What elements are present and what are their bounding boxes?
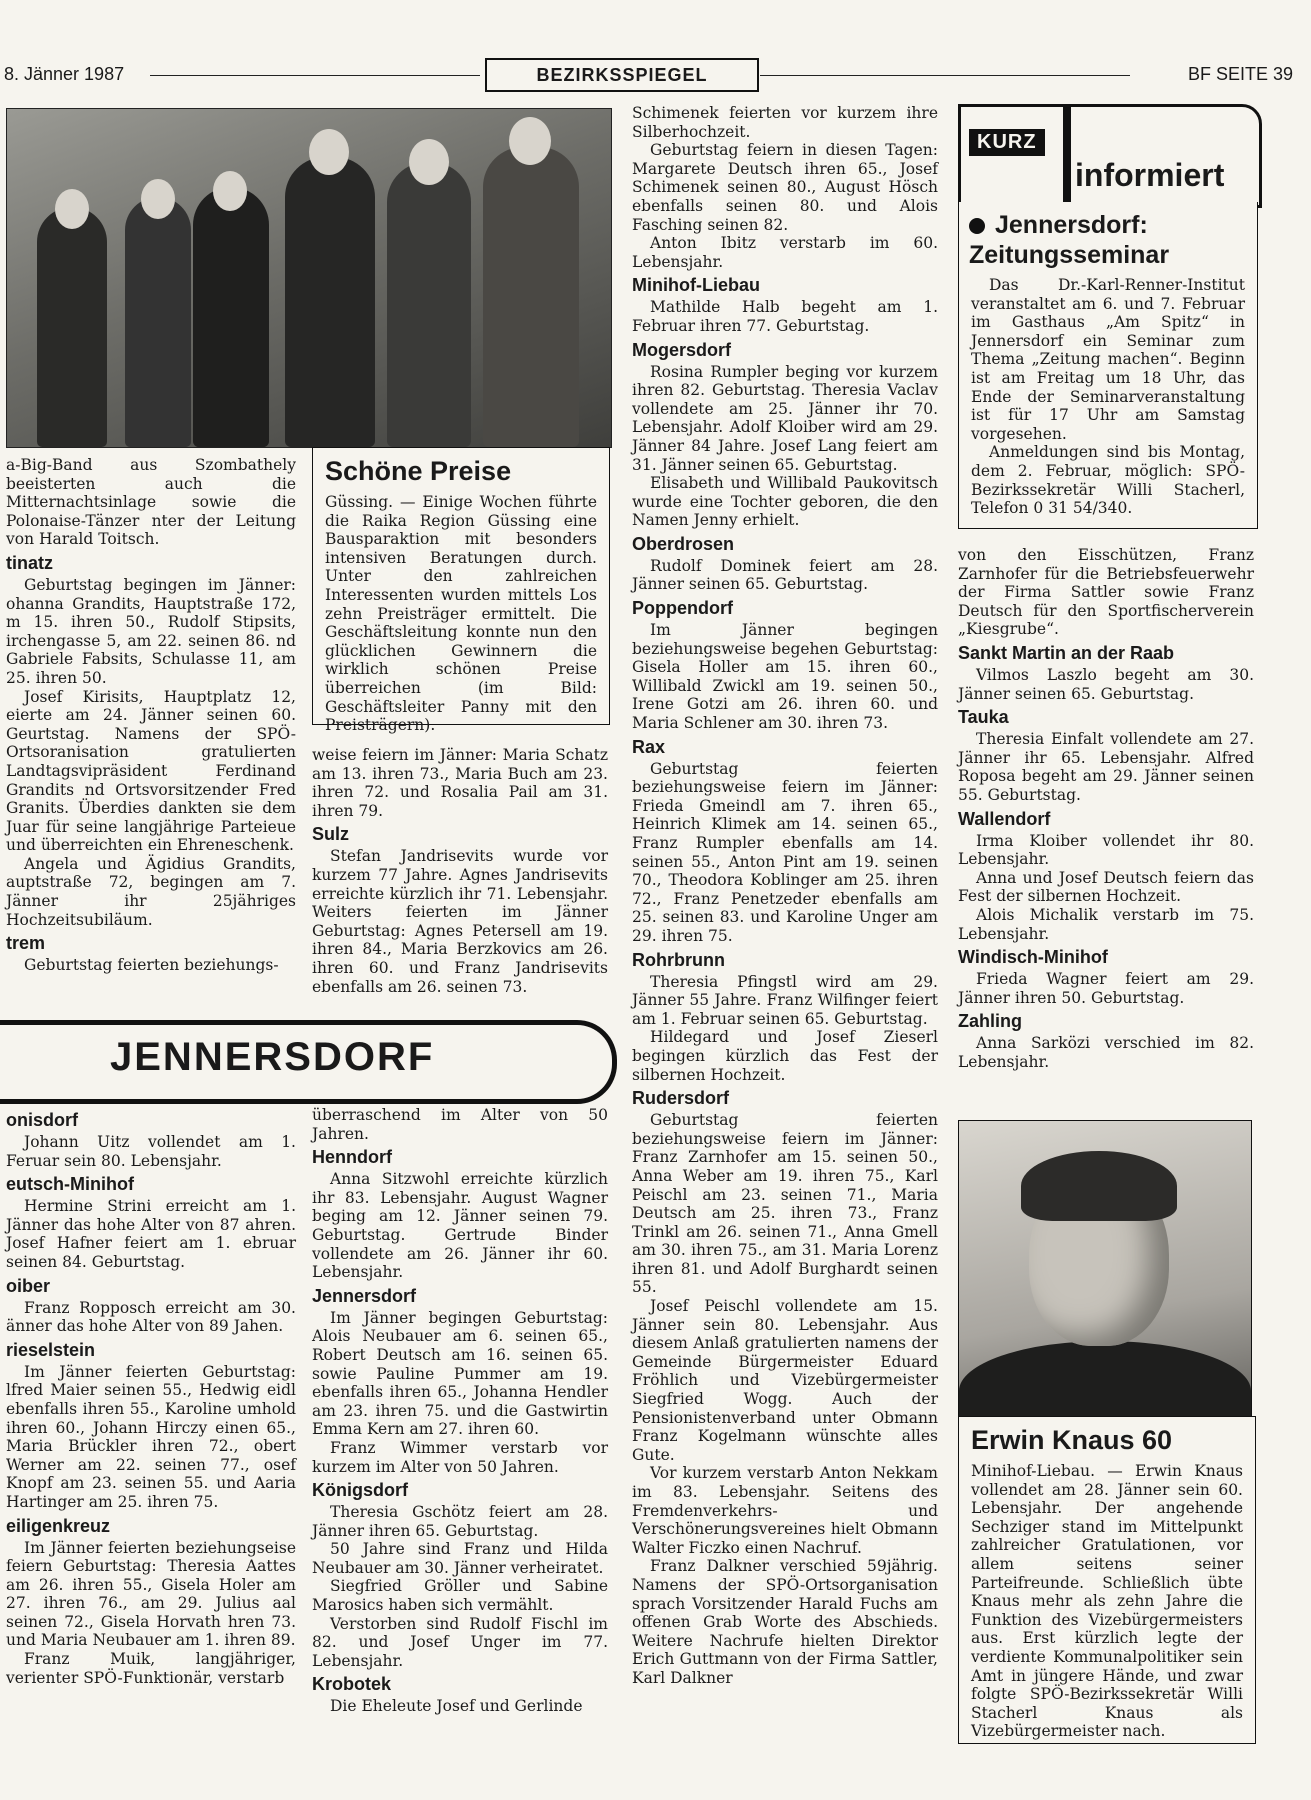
portrait-hair: [1021, 1151, 1177, 1221]
issue-date: 8. Jänner 1987: [4, 64, 125, 84]
paragraph: Geburtstag begingen im Jänner: ohanna Grandits, Hauptstraße 172, m 15. ihren 50., Rudolf Stipsits, irchengasse 5, am 22. seinen 86. nd Gabriele Fabsits, Schulasse 11, am 25. ihren 50.: [6, 575, 296, 687]
informiert-label: informiert: [1075, 157, 1225, 193]
paragraph: Anna und Josef Deutsch feiern das Fest der silbernen Hochzeit.: [958, 868, 1254, 906]
place-heading: Rudersdorf: [632, 1088, 730, 1109]
paragraph: Geburtstag feierten beziehungsweise feiern im Jänner: Frieda Gmeindl am 7. ihren 65., Heinrich Klimek am 14. seinen 65., Franz Rumpler ebenfalls am 14. seinen 55., Anton Pint am 19. seinen 70., Theodora Koblinger am 25. ihren 72., Franz Penetzeder ebenfalls am 25. seinen 83. und Karoline Unger am 29. ihren 75.: [632, 759, 938, 945]
place-heading: Oberdrosen: [632, 533, 735, 554]
paragraph: Rosina Rumpler beging vor kurzem ihren 82. Geburtstag. Theresia Vaclav vollendete am 25. Jänner ihr 70. Lebensjahr. Adolf Kloiber wird am 29. Jänner 84 Jahre. Josef Lang feiert am 31. Jänner seinen 65. Geburtstag.: [632, 362, 938, 474]
paragraph: Im Jänner begingen beziehungsweise begehen Geburtstag: Gisela Holler am 15. ihren 60., Willibald Zwickl am 19. seinen 50., Irene Gotzi am 26. ihren 60. und Maria Schlener am 30. ihren 73.: [632, 621, 938, 733]
paragraph: Franz Muik, langjähriger, verienter SPÖ-Funktionär, verstarb: [6, 1650, 296, 1687]
paragraph: Geburtstag feierten beziehungsweise feiern im Jänner: Franz Zarnhofer am 15. seinen 50., Anna Weber am 19. ihren 75., Karl Peischl am 23. seinen 71., Maria Deutsch am 25. ihren 73., Franz Trinkl am 26. seinen 71., Anna Gmell am 30. ihren 75., am 31. Maria Lorenz ihren 81. und Adolf Burghardt seinen 55.: [632, 1111, 938, 1297]
paragraph: Hildegard und Josef Zieserl begingen kürzlich das Fest der silbernen Hochzeit.: [632, 1028, 938, 1084]
bullet-icon: [969, 218, 985, 234]
paragraph: Elisabeth und Willibald Paukovitsch wurde eine Tochter geboren, die den Namen Jenny erhielt.: [632, 474, 938, 530]
article-text: Güssing. — Einige Wochen führte die Raika Region Güssing eine Bausparaktion mit besonders intensiven Beratungen durch. Unter den zahlreichen Interessenten wurden mittels Los zehn Preisträger ermittelt. Die Geschäftsleitung konnte nun den glücklichen Gewinnern die wirklich schönen Preise überreichen (im Bild: Geschäftsleiter Panny mit den Preisträgern).: [325, 493, 597, 735]
column-2-bottom: [312, 1106, 608, 1716]
header-rule-left: [150, 75, 480, 76]
paragraph: weise feiern im Jänner: Maria Schatz am 13. ihren 73., Maria Buch am 23. ihren 72. und Rosalia Pail am 31. ihren 79.: [312, 746, 608, 820]
article-title: Schöne Preise: [325, 456, 512, 486]
place-heading: Tauka: [958, 707, 1009, 728]
paragraph: Anton Ibitz verstarb im 60. Lebensjahr.: [632, 234, 938, 271]
paragraph: Im Jänner feierten Geburtstag: lfred Maier seinen 55., Hedwig eidl ebenfalls ihren 55., Karoline umhold ihren 60., Johann Hirczy einen 65., Maria Brückler ihren 72., obert Werner am 22. seinen 77., osef Knopf am 23. seinen 55. und Aaria Hartinger am 25. ihren 75.: [6, 1362, 296, 1511]
place-heading: Poppendorf: [632, 598, 733, 619]
page-number: BF SEITE 39: [1187, 64, 1293, 84]
article-title: Erwin Knaus 60: [971, 1425, 1173, 1455]
paragraph: Vilmos Laszlo begeht am 30. Jänner seinen 65. Geburtstag.: [958, 665, 1254, 703]
paragraph: Siegfried Gröller und Sabine Marosics haben sich vermählt.: [312, 1577, 608, 1615]
paragraph: Johann Uitz vollendet am 1. Feruar sein 80. Lebensjahr.: [6, 1133, 296, 1170]
paragraph: Theresia Einfalt vollendete am 27. Jänner ihr 65. Lebensjahr. Alfred Roposa begeht am 29. Jänner seinen 55. Geburtstag.: [958, 730, 1254, 804]
place-heading: eiligenkreuz: [6, 1515, 111, 1536]
paragraph: Rudolf Dominek feiert am 28. Jänner seinen 65. Geburtstag.: [632, 556, 938, 594]
jennersdorf-banner: [0, 1020, 617, 1104]
place-heading: Sankt Martin an der Raab: [958, 642, 1175, 663]
erwin-knaus-portrait: [958, 1120, 1252, 1434]
paragraph: Theresia Pfingstl wird am 29. Jänner 55 Jahre. Franz Wilfinger feiert am 1. Februar seinen 65. Geburtstag.: [632, 972, 938, 1028]
place-heading: Sulz: [312, 824, 350, 845]
paragraph: Vor kurzem verstarb Anton Nekkam im 83. Lebensjahr. Seitens des Fremdenverkehrs- und Verschönerungsvereines hielt Obmann Walter Ficzko einen Nachruf.: [632, 1464, 938, 1557]
paragraph: Frieda Wagner feiert am 29. Jänner ihren 50. Geburtstag.: [958, 970, 1254, 1007]
header-rule-right: [760, 75, 1130, 76]
paragraph: Im Jänner begingen Geburtstag: Alois Neubauer am 6. seinen 65., Robert Deutsch am 16. seinen 65. sowie Pauline Pummer am 19. ebenfalls ihren 65., Johanna Hendler am 23. ihren 75. und die Gastwirtin Emma Kern am 27. ihren 60.: [312, 1308, 608, 1439]
paragraph: Angela und Ägidius Grandits, auptstraße 72, begingen am 7. Jänner ihr 25jähriges Hochzeitsubiläum.: [6, 854, 296, 929]
place-heading: oiber: [6, 1275, 51, 1296]
article-text: Minihof-Liebau. — Erwin Knaus vollendet am 28. Jänner sein 60. Lebensjahr. Der angehende Sechziger stand im Mittelpunkt zahlreicher Gratulationen, vor allem seitens seiner Parteifreunde. Schließlich übte Knaus mehr als zehn Jahre die Funktion des Vizebürgermeisters aus. Erst kürzlich legte der verdiente Kommunalpolitiker sein Amt in jüngere Hände, und zwar folgte SPÖ-Bezirkssekretär Willi Stacherl Knaus als Vizebürgermeister nach.: [971, 1462, 1243, 1741]
column-3: [632, 104, 938, 1688]
paragraph: Stefan Jandrisevits wurde vor kurzem 77 Jahre. Agnes Jandrisevits erreichte kürzlich ihr 71. Lebensjahr. Weiters feierten im Jänner Geburtstag: Agnes Petersell am 19. ihren 84., Maria Berzkovics am 26. ihren 60. und Franz Jandrisevits ebenfalls am 26. seinen 73.: [312, 847, 608, 996]
place-heading: Krobotek: [312, 1674, 392, 1695]
banner-title: JENNERSDORF: [110, 1035, 435, 1079]
paragraph: Anna Sarközi verschied im 82. Lebensjahr.: [958, 1034, 1254, 1071]
paragraph: Verstorben sind Rudolf Fischl im 82. und Josef Unger im 77. Lebensjahr.: [312, 1614, 608, 1670]
paragraph: überraschend im Alter von 50 Jahren.: [312, 1106, 608, 1143]
paragraph: Irma Kloiber vollendet ihr 80. Lebensjahr.: [958, 831, 1254, 869]
schoene-preise-box: [312, 447, 610, 735]
place-heading: Windisch-Minihof: [958, 947, 1108, 968]
section-title: BEZIRKSSPIEGEL: [485, 58, 759, 92]
paragraph: Hermine Strini erreicht am 1. Jänner das hohe Alter von 87 ahren. Josef Hafner feiert am 1. ebruar seinen 84. Geburtstag.: [6, 1197, 296, 1271]
paragraph: Die Eheleute Josef und Gerlinde: [330, 1697, 583, 1716]
place-heading: Königsdorf: [312, 1480, 408, 1501]
kurz-informiert-logo: [958, 104, 1262, 208]
erwin-knaus-box: [958, 1416, 1256, 1744]
place-heading: eutsch-Minihof: [6, 1174, 134, 1195]
logo-bar: [1063, 104, 1071, 202]
column-1-top: [6, 456, 296, 975]
place-heading: Rax: [632, 736, 666, 757]
seminar-title-line1: Jennersdorf:: [995, 211, 1148, 239]
paragraph: Josef Peischl vollendete am 15. Jänner sein 80. Lebensjahr. Aus diesem Anlaß gratulierten namens der Gemeinde Bürgermeister Eduard Fröhlich und Vizebürgermeister Siegfried Wogg. Auch der Pensionistenverband unter Obmann Franz Kogelmann wünschte alles Gute.: [632, 1297, 938, 1464]
award-photo: [6, 108, 612, 448]
column-2-top: [312, 746, 608, 996]
page-header: [0, 58, 1311, 98]
paragraph: Schimenek feierten vor kurzem ihre Silberhochzeit.: [632, 104, 938, 141]
paragraph: von den Eisschützen, Franz Zarnhofer für die Betriebsfeuerwehr der Firma Sattler sowie Franz Deutsch für den Sportfischerverein „Kiesgrube“.: [958, 546, 1254, 639]
paragraph: Josef Kirisits, Hauptplatz 12, eierte am 24. Jänner seinen 60. Geurtstag. Namens der SPÖ-Ortsoranisation gratulierten Landtagsvipräsident Ferdinand Grandits nd Ortsvorsitzender Fred Granits. Überdies dankten sie dem Juar für seine langjährige Parteieue und überreichten ein Ehreneschenk.: [6, 687, 296, 855]
column-1-bottom: [6, 1106, 296, 1687]
seminar-text: Das Dr.-Karl-Renner-Institut veranstaltet am 6. und 7. Februar im Gasthaus „Am Spitz“ in Jennersdorf ein Seminar zum Thema „Zeitung machen“. Beginn ist am Freitag um 18 Uhr, das Ende der Seminarveranstaltung ist für 17 Uhr am Samstag vorgesehen.: [971, 276, 1245, 443]
place-heading: Jennersdorf: [312, 1285, 417, 1306]
paragraph: Franz Ropposch erreicht am 30. änner das hohe Alter von 89 Jahen.: [6, 1298, 296, 1336]
place-heading: onisdorf: [6, 1110, 78, 1130]
place-heading: Zahling: [958, 1011, 1022, 1032]
paragraph: Franz Dalkner verschied 59jährig. Namens der SPÖ-Ortsorganisation sprach Vorsitzender Harald Fuchs am offenen Grab Worte des Abschieds. Weitere Nachrufe hielten Direktor Erich Guttmann von der Firma Sattler, Karl Dalkner: [632, 1557, 938, 1687]
place-heading: tinatz: [6, 552, 53, 573]
seminar-notice: [958, 202, 1258, 529]
paragraph: 50 Jahre sind Franz und Hilda Neubauer am 30. Jänner verheiratet.: [312, 1540, 608, 1577]
paragraph: Geburtstag feiern in diesen Tagen: Margarete Deutsch ihren 65., Josef Schimenek seinen 80., August Hösch ebenfalls seinen 80. und Alois Fasching seinen 82.: [632, 141, 938, 234]
paragraph: Franz Wimmer verstarb vor kurzem im Alter von 50 Jahren.: [312, 1438, 608, 1476]
place-heading: Mogersdorf: [632, 339, 731, 360]
paragraph: Anna Sitzwohl erreichte kürzlich ihr 83. Lebensjahr. August Wagner beging am 12. Jänner seinen 79. Geburtstag. Gertrude Binder vollendete am 26. Jänner ihr 60. Lebensjahr.: [312, 1170, 608, 1282]
paragraph: a-Big-Band aus Szombathely beeisterten auch die Mitternachtsinlage sowie die Polonaise-Tänzer nter der Leitung von Harald Toitsch.: [6, 456, 296, 549]
paragraph: Mathilde Halb begeht am 1. Februar ihren 77. Geburtstag.: [632, 298, 938, 335]
place-heading: rieselstein: [6, 1339, 96, 1360]
paragraph: Alois Michalik verstarb im 75. Lebensjahr.: [958, 905, 1254, 943]
paragraph: Geburtstag feierten beziehungs-: [24, 956, 279, 975]
place-heading: Rohrbrunn: [632, 949, 725, 970]
seminar-text-2: Anmeldungen sind bis Montag, dem 2. Februar, möglich: SPÖ-Bezirkssekretär Willi Stacherl, Telefon 0 31 54/340.: [971, 443, 1245, 518]
place-heading: Wallendorf: [958, 808, 1051, 829]
paragraph: Im Jänner feierten beziehungseise feiern Geburtstag: Theresia Aattes am 26. ihren 55., Gisela Holer am 27. ihren 76., am 29. Julius aal seinen 72., Gisela Horvath hren 73. und Maria Neubauer am 1. ihren 89.: [6, 1538, 296, 1650]
kurz-label: KURZ: [969, 129, 1045, 156]
seminar-title-line2: Zeitungsseminar: [969, 241, 1170, 269]
place-heading: trem: [6, 933, 46, 954]
column-4: [958, 546, 1254, 1071]
place-heading: Henndorf: [312, 1147, 392, 1168]
place-heading: Minihof-Liebau: [632, 275, 760, 296]
paragraph: Theresia Gschötz feiert am 28. Jänner ihren 65. Geburtstag.: [312, 1503, 608, 1540]
